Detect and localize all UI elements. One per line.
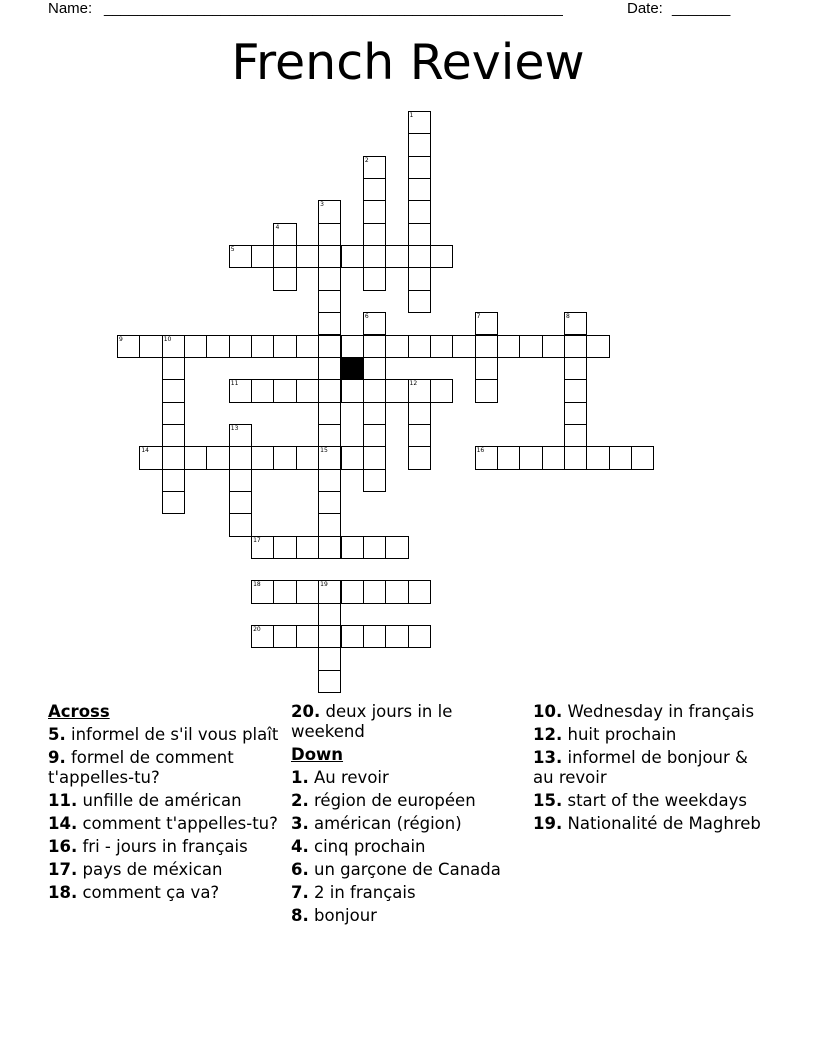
cell-number: 6 xyxy=(364,313,369,321)
cell-number: 17 xyxy=(253,536,261,544)
grid-cell[interactable] xyxy=(497,446,520,469)
cell-number: 19 xyxy=(320,581,328,589)
grid-cell[interactable] xyxy=(229,446,252,469)
grid-cell[interactable] xyxy=(363,245,386,268)
grid-cell[interactable] xyxy=(408,379,431,402)
grid-cell[interactable] xyxy=(318,469,341,492)
grid-cell[interactable] xyxy=(475,357,498,380)
clue-down-13: 13. informel de bonjour & au revoir xyxy=(533,748,748,787)
clue-across-9: 9. formel de comment t'appelles-tu? xyxy=(48,748,234,787)
grid-cell[interactable] xyxy=(296,580,319,603)
clue-down-8: 8. bonjour xyxy=(291,906,377,925)
name-label: Name: xyxy=(48,0,93,17)
clue-down-15: 15. start of the weekdays xyxy=(533,791,747,810)
grid-cell[interactable] xyxy=(229,491,252,514)
grid-cell[interactable] xyxy=(251,335,274,358)
grid-cell[interactable] xyxy=(318,670,341,693)
grid-cell[interactable] xyxy=(318,379,341,402)
cell-number: 3 xyxy=(320,201,324,209)
clue-across-14: 14. comment t'appelles-tu? xyxy=(48,814,278,833)
grid-cell[interactable] xyxy=(408,402,431,425)
grid-cell[interactable] xyxy=(341,446,364,469)
grid-cell[interactable] xyxy=(162,491,185,514)
grid-cell[interactable] xyxy=(162,446,185,469)
grid-cell[interactable] xyxy=(296,536,319,559)
grid-cell[interactable] xyxy=(408,156,431,179)
name-line[interactable]: _______________________________________________________ xyxy=(104,0,563,17)
clue-down-7: 7. 2 in français xyxy=(291,883,416,902)
grid-cell[interactable] xyxy=(229,513,252,536)
cell-number: 11 xyxy=(230,380,239,388)
grid-cell[interactable] xyxy=(162,469,185,492)
grid-cell[interactable] xyxy=(318,491,341,514)
grid-cell[interactable] xyxy=(519,335,542,358)
grid-cell[interactable] xyxy=(363,446,386,469)
grid-cell[interactable] xyxy=(564,335,587,358)
grid-cell[interactable] xyxy=(363,580,386,603)
grid-cell[interactable] xyxy=(229,245,252,268)
cell-number: 18 xyxy=(253,581,261,589)
grid-cell[interactable] xyxy=(363,357,386,380)
grid-cell[interactable] xyxy=(318,647,341,670)
grid-cell[interactable] xyxy=(296,625,319,648)
grid-cell[interactable] xyxy=(475,335,498,358)
grid-cell[interactable] xyxy=(318,267,341,290)
grid-cell[interactable] xyxy=(408,200,431,223)
grid-cell[interactable] xyxy=(475,312,498,335)
cell-number: 16 xyxy=(476,447,485,455)
grid-cell[interactable] xyxy=(408,625,431,648)
cell-number: 14 xyxy=(141,447,149,455)
grid-cell[interactable] xyxy=(318,290,341,313)
grid-cell[interactable] xyxy=(385,335,408,358)
cell-number: 10 xyxy=(163,335,172,343)
grid-cell[interactable] xyxy=(519,446,542,469)
grid-cell[interactable] xyxy=(363,469,386,492)
grid-cell[interactable] xyxy=(184,446,207,469)
grid-cell[interactable] xyxy=(273,446,296,469)
grid-cell[interactable] xyxy=(318,245,341,268)
grid-cell[interactable] xyxy=(408,580,431,603)
cell-number: 15 xyxy=(320,447,328,455)
grid-cell[interactable] xyxy=(206,446,229,469)
grid-cell[interactable] xyxy=(363,402,386,425)
grid-cell[interactable] xyxy=(273,536,296,559)
cell-number: 2 xyxy=(364,156,369,164)
clue-down-6: 6. un garçone de Canada xyxy=(291,860,501,879)
grid-cell[interactable] xyxy=(318,402,341,425)
cell-number: 13 xyxy=(230,424,239,432)
grid-cell[interactable] xyxy=(251,536,274,559)
grid-cell[interactable] xyxy=(162,335,185,358)
clue-across-11: 11. unfille de américan xyxy=(48,791,242,810)
grid-cell[interactable] xyxy=(385,536,408,559)
grid-cell[interactable] xyxy=(341,625,364,648)
grid-cell[interactable] xyxy=(564,379,587,402)
grid-cell[interactable] xyxy=(475,446,498,469)
grid-cell[interactable] xyxy=(162,402,185,425)
grid-cell[interactable] xyxy=(430,335,453,358)
grid-cell[interactable] xyxy=(229,335,252,358)
grid-cell[interactable] xyxy=(318,536,341,559)
grid-cell[interactable] xyxy=(318,357,341,380)
grid-cell[interactable] xyxy=(586,446,609,469)
grid-cell[interactable] xyxy=(318,223,341,246)
date-label: Date: xyxy=(627,0,663,17)
grid-cell[interactable] xyxy=(363,156,386,179)
grid-cell[interactable] xyxy=(229,469,252,492)
grid-cell[interactable] xyxy=(296,446,319,469)
grid-cell[interactable] xyxy=(408,111,431,134)
grid-cell[interactable] xyxy=(363,536,386,559)
grid-cell[interactable] xyxy=(341,536,364,559)
grid-cell[interactable] xyxy=(184,335,207,358)
grid-cell[interactable] xyxy=(408,335,431,358)
grid-cell[interactable] xyxy=(564,446,587,469)
grid-cell[interactable] xyxy=(408,133,431,156)
grid-cell[interactable] xyxy=(296,379,319,402)
cell-number: 8 xyxy=(566,313,570,321)
grid-cell[interactable] xyxy=(318,625,341,648)
grid-cell[interactable] xyxy=(273,245,296,268)
grid-cell[interactable] xyxy=(162,357,185,380)
clue-down-19: 19. Nationalité de Maghreb xyxy=(533,814,761,833)
grid-cell[interactable] xyxy=(341,379,364,402)
grid-cell[interactable] xyxy=(341,580,364,603)
grid-cell[interactable] xyxy=(341,245,364,268)
grid-cell[interactable] xyxy=(318,424,341,447)
grid-cell[interactable] xyxy=(363,424,386,447)
grid-cell[interactable] xyxy=(408,446,431,469)
cell-number: 7 xyxy=(476,313,481,321)
grid-cell[interactable] xyxy=(139,335,162,358)
grid-cell[interactable] xyxy=(251,379,274,402)
clue-down-1: 1. Au revoir xyxy=(291,768,389,787)
grid-cell[interactable] xyxy=(229,379,252,402)
grid-cell[interactable] xyxy=(408,223,431,246)
grid-cell[interactable] xyxy=(385,245,408,268)
grid-cell[interactable] xyxy=(251,625,274,648)
clue-across-5: 5. informel de s'il vous plaît xyxy=(48,725,279,744)
clue-down-2: 2. région de européen xyxy=(291,791,476,810)
grid-cell[interactable] xyxy=(363,312,386,335)
cell-number: 20 xyxy=(253,626,261,634)
grid-cell[interactable] xyxy=(318,200,341,223)
grid-cell[interactable] xyxy=(363,178,386,201)
grid-cell[interactable] xyxy=(363,267,386,290)
grid-cell[interactable] xyxy=(318,580,341,603)
grid-cell[interactable] xyxy=(296,245,319,268)
grid-cell[interactable] xyxy=(229,424,252,447)
grid-cell[interactable] xyxy=(631,446,654,469)
clue-across-16: 16. fri - jours in français xyxy=(48,837,248,856)
grid-cell[interactable] xyxy=(206,335,229,358)
grid-cell[interactable] xyxy=(385,580,408,603)
grid-cell[interactable] xyxy=(273,267,296,290)
clue-column-2 xyxy=(291,702,531,929)
grid-cell[interactable] xyxy=(162,379,185,402)
cell-number: 1 xyxy=(409,112,414,119)
grid-cell[interactable] xyxy=(564,357,587,380)
clue-across-20: 20. deux jours in le weekend xyxy=(291,702,453,741)
grid-cell[interactable] xyxy=(452,335,475,358)
grid-cell[interactable] xyxy=(318,446,341,469)
cell-number: 4 xyxy=(275,223,280,231)
grid-cell[interactable] xyxy=(318,335,341,358)
clue-across-17: 17. pays de méxican xyxy=(48,860,223,879)
grid-cell[interactable] xyxy=(609,446,632,469)
grid-cell[interactable] xyxy=(430,379,453,402)
grid-cell[interactable] xyxy=(139,446,162,469)
grid-cell[interactable] xyxy=(475,379,498,402)
grid-cell[interactable] xyxy=(408,245,431,268)
date-line[interactable]: _______ xyxy=(672,0,731,17)
grid-cell[interactable] xyxy=(564,424,587,447)
grid-cell[interactable] xyxy=(497,335,520,358)
grid-cell[interactable] xyxy=(273,580,296,603)
grid-cell[interactable] xyxy=(341,335,364,358)
grid-cell[interactable] xyxy=(408,267,431,290)
grid-cell[interactable] xyxy=(363,223,386,246)
grid-cell[interactable] xyxy=(296,335,319,358)
grid-cell[interactable] xyxy=(318,312,341,335)
grid-cell[interactable] xyxy=(318,513,341,536)
grid-cell[interactable] xyxy=(542,446,565,469)
grid-cell[interactable] xyxy=(385,625,408,648)
grid-cell[interactable] xyxy=(564,312,587,335)
grid-cell[interactable] xyxy=(564,402,587,425)
grid-cell[interactable] xyxy=(363,200,386,223)
grid-cell[interactable] xyxy=(363,625,386,648)
grid-cell[interactable] xyxy=(542,335,565,358)
grid-cell[interactable] xyxy=(408,424,431,447)
clue-down-3: 3. américan (région) xyxy=(291,814,462,833)
grid-cell[interactable] xyxy=(251,446,274,469)
grid-cell[interactable] xyxy=(273,335,296,358)
across-heading: Across xyxy=(48,702,110,721)
grid-cell[interactable] xyxy=(251,245,274,268)
grid-cell[interactable] xyxy=(408,290,431,313)
grid-cell[interactable] xyxy=(273,223,296,246)
clue-column-3 xyxy=(533,702,773,837)
grid-cell[interactable] xyxy=(318,603,341,626)
clue-down-4: 4. cinq prochain xyxy=(291,837,426,856)
grid-cell[interactable] xyxy=(363,379,386,402)
clue-down-10: 10. Wednesday in français xyxy=(533,702,755,721)
page-title: French Review xyxy=(231,34,585,91)
grid-cell[interactable] xyxy=(117,335,140,358)
cell-number: 9 xyxy=(119,335,123,343)
clue-across-18: 18. comment ça va? xyxy=(48,883,220,902)
clue-down-12: 12. huit prochain xyxy=(533,725,677,744)
grid-cell[interactable] xyxy=(385,379,408,402)
grid-cell[interactable] xyxy=(162,424,185,447)
grid-cell[interactable] xyxy=(363,335,386,358)
grid-cell[interactable] xyxy=(430,245,453,268)
grid-cell[interactable] xyxy=(251,580,274,603)
clue-column-1 xyxy=(48,702,288,906)
grid-cell[interactable] xyxy=(273,625,296,648)
grid-cell[interactable] xyxy=(408,178,431,201)
cell-number: 12 xyxy=(409,380,418,388)
grid-cell[interactable] xyxy=(273,379,296,402)
grid-cell[interactable] xyxy=(586,335,609,358)
down-heading: Down xyxy=(291,745,344,764)
black-square xyxy=(341,357,364,380)
cell-number: 5 xyxy=(230,246,235,254)
